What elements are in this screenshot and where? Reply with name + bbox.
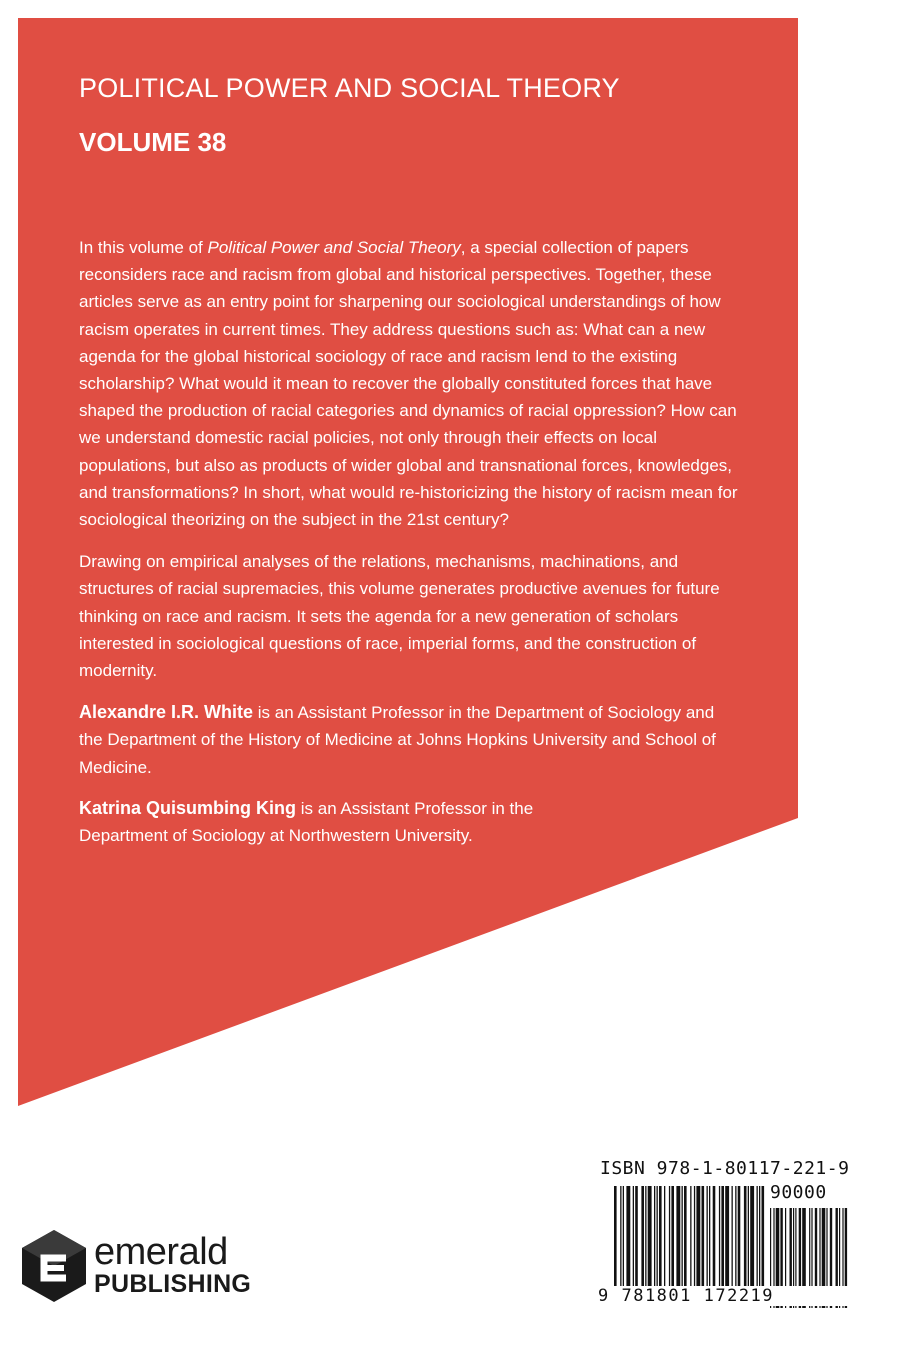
barcode-digits: 9 781801 172219 bbox=[598, 1286, 858, 1306]
author-name-2: Katrina Quisumbing King bbox=[79, 797, 297, 818]
isbn-label: ISBN 978-1-80117-221-9 bbox=[600, 1158, 850, 1179]
description-paragraph-2: Drawing on empirical analyses of the relations, mechanisms, machinations, and structures of racial supremacies, this volume generates productive avenues for future thinking on race and racism. It sets the agenda for a new generation of scholars interested in sociological questions of race, imperial forms, and the construction of modernity. bbox=[79, 552, 720, 681]
emerald-hexagon-e-icon bbox=[20, 1228, 88, 1304]
volume-number: VOLUME 38 bbox=[79, 127, 227, 157]
author-bio-text-1: is an Assistant Professor in the Department of Sociology and the Department of the History of Medicine at Johns Hopkins University and School of Medicine. bbox=[79, 703, 716, 777]
author-bio-text-2: is an Assistant Professor in the Department of Sociology at Northwestern University. bbox=[79, 798, 534, 846]
publisher-subtitle: PUBLISHING bbox=[94, 1270, 252, 1298]
publisher-name: emerald bbox=[94, 1231, 228, 1273]
description-paragraph-1 bbox=[79, 234, 739, 533]
description-rest: , a special collection of papers reconsiders race and racism from global and historical perspectives. Together, these articles serve as an entry point for sharpening our sociological understandings of how racism operates in current times. They address questions such as: What can a new agenda for the global historical sociology of race and racism lend to the existing scholarship? What would it mean to recover the globally constituted forces that have shaped the production of racial categories and dynamics of racial oppression? How can we understand domestic racial policies, not only through their effects on local populations, but also as products of wider global and transnational forces, knowledges, and transformations? In short, what would re-historicizing the history of racism mean for sociological theorizing on the subject in the 21st century? bbox=[79, 238, 738, 530]
price-code: 90000 bbox=[770, 1182, 827, 1203]
publisher-logo bbox=[20, 1228, 251, 1304]
cover-text bbox=[79, 70, 739, 849]
author-name-1: Alexandre I.R. White bbox=[79, 702, 254, 723]
publisher-wordmark bbox=[94, 1231, 252, 1298]
description-intro: In this volume of bbox=[79, 238, 208, 257]
series-title-italic: Political Power and Social Theory bbox=[207, 238, 461, 257]
author-bio-1 bbox=[79, 699, 739, 781]
author-bio-2 bbox=[79, 795, 549, 849]
series-title: POLITICAL POWER AND SOCIAL THEORY bbox=[79, 73, 620, 103]
